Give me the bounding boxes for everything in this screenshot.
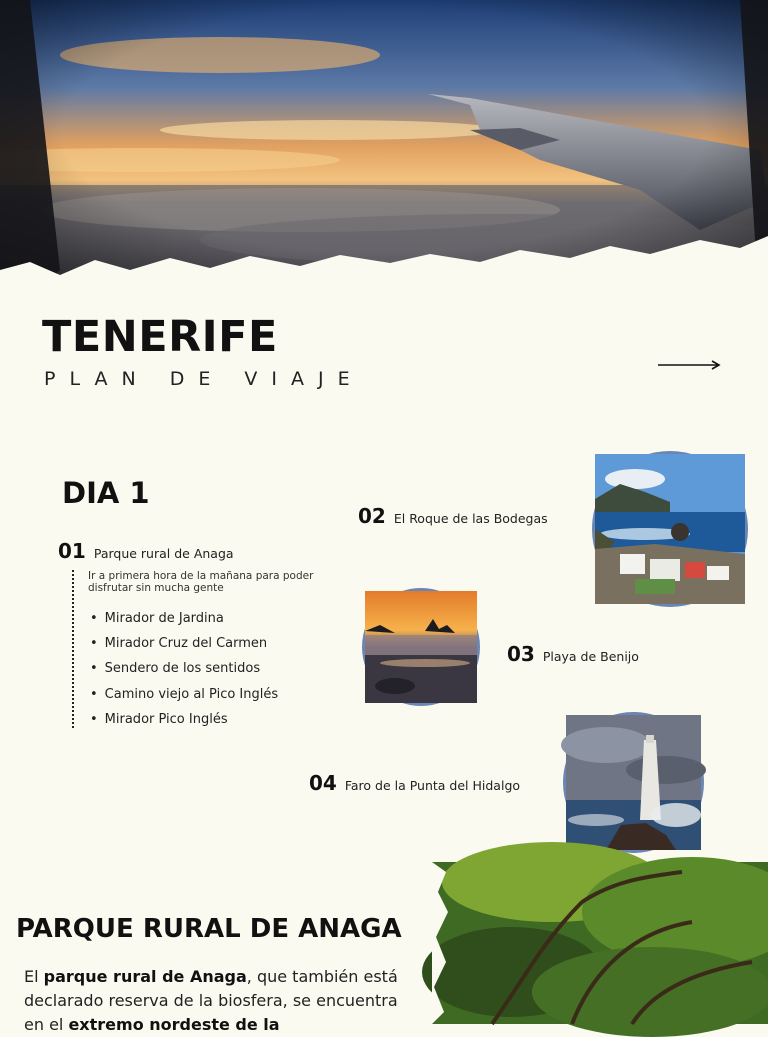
stop-04 — [309, 771, 520, 795]
stop-number: 03 — [507, 642, 535, 666]
stop-number: 04 — [309, 771, 337, 795]
stop-name: Parque rural de Anaga — [93, 546, 234, 561]
day-heading: DIA 1 — [62, 476, 150, 510]
stop-01 — [58, 539, 234, 563]
section-title: PARQUE RURAL DE ANAGA — [16, 914, 402, 944]
roque-bodegas-photo — [592, 451, 748, 607]
stop-number: 01 — [58, 539, 86, 563]
list-item: • Mirador de Jardina — [90, 606, 278, 631]
page-title: TENERIFE — [42, 312, 278, 362]
faro-punta-hidalgo-photo — [563, 712, 704, 853]
stop-name: Playa de Benijo — [542, 649, 639, 664]
forest-photo — [432, 862, 768, 1024]
hero-photo-airplane-window — [0, 0, 768, 290]
list-item: • Mirador Pico Inglés — [90, 707, 278, 732]
playa-benijo-photo — [362, 588, 480, 706]
stop-number: 02 — [358, 504, 386, 528]
stop-02 — [358, 504, 548, 528]
page-subtitle: PLAN DE VIAJE — [44, 368, 364, 390]
right-arrow-icon[interactable] — [658, 358, 722, 372]
stop-name: Faro de la Punta del Hidalgo — [344, 778, 521, 793]
stop-03 — [507, 642, 639, 666]
section-paragraph: El parque rural de Anaga, que también está declarado reserva de la biosfera, se encuentra en el extremo nordeste de la — [24, 967, 398, 1034]
list-item: • Sendero de los sentidos — [90, 656, 278, 681]
stop-name: El Roque de las Bodegas — [393, 511, 548, 526]
stop-01-list — [90, 606, 278, 732]
dotted-timeline — [72, 570, 74, 728]
list-item: • Camino viejo al Pico Inglés — [90, 682, 278, 707]
list-item: • Mirador Cruz del Carmen — [90, 631, 278, 656]
stop-01-note: Ir a primera hora de la mañana para poder disfrutar sin mucha gente — [88, 570, 314, 594]
